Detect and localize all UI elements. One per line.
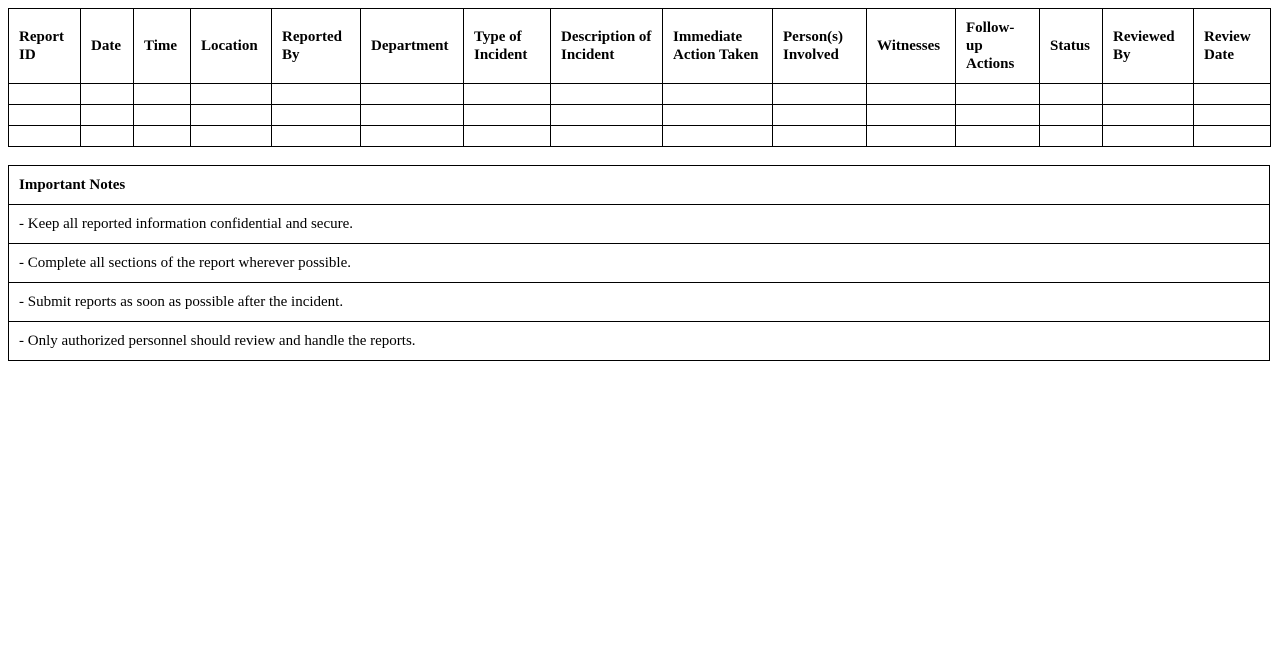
table-cell[interactable]	[867, 105, 956, 126]
table-cell[interactable]	[9, 84, 81, 105]
notes-title-row	[9, 166, 1270, 205]
table-row	[9, 126, 1271, 147]
note-item: - Complete all sections of the report wherever possible.	[9, 244, 1270, 283]
table-cell[interactable]	[272, 126, 361, 147]
table-cell[interactable]	[361, 126, 464, 147]
table-cell[interactable]	[134, 84, 191, 105]
table-cell[interactable]	[134, 126, 191, 147]
table-cell[interactable]	[1103, 126, 1194, 147]
column-header-reported-by: Reported By	[272, 9, 361, 84]
table-cell[interactable]	[1194, 126, 1271, 147]
table-cell[interactable]	[773, 84, 867, 105]
table-cell[interactable]	[663, 84, 773, 105]
notes-title: Important Notes	[9, 166, 1270, 205]
column-header-department: Department	[361, 9, 464, 84]
column-header-follow-up-actions: Follow-up Actions	[956, 9, 1040, 84]
table-cell[interactable]	[81, 105, 134, 126]
note-row	[9, 205, 1270, 244]
table-cell[interactable]	[1040, 84, 1103, 105]
table-cell[interactable]	[191, 105, 272, 126]
table-cell[interactable]	[361, 105, 464, 126]
table-row	[9, 105, 1271, 126]
table-row	[9, 84, 1271, 105]
column-header-review-date: Review Date	[1194, 9, 1271, 84]
table-cell[interactable]	[81, 126, 134, 147]
table-cell[interactable]	[134, 105, 191, 126]
note-item: - Submit reports as soon as possible after the incident.	[9, 283, 1270, 322]
table-cell[interactable]	[191, 84, 272, 105]
table-cell[interactable]	[1194, 105, 1271, 126]
note-item: - Only authorized personnel should review and handle the reports.	[9, 322, 1270, 361]
incident-report-table	[8, 8, 1271, 147]
table-cell[interactable]	[9, 105, 81, 126]
column-header-description-of-incident: Description of Incident	[551, 9, 663, 84]
table-cell[interactable]	[272, 84, 361, 105]
table-body	[9, 84, 1271, 147]
table-cell[interactable]	[464, 105, 551, 126]
note-item: - Keep all reported information confidential and secure.	[9, 205, 1270, 244]
table-cell[interactable]	[956, 126, 1040, 147]
table-cell[interactable]	[1040, 105, 1103, 126]
table-cell[interactable]	[773, 105, 867, 126]
table-cell[interactable]	[272, 105, 361, 126]
table-cell[interactable]	[867, 126, 956, 147]
table-cell[interactable]	[464, 126, 551, 147]
table-header-row	[9, 9, 1271, 84]
table-cell[interactable]	[551, 105, 663, 126]
table-cell[interactable]	[663, 105, 773, 126]
column-header-witnesses: Witnesses	[867, 9, 956, 84]
note-row	[9, 322, 1270, 361]
column-header-status: Status	[1040, 9, 1103, 84]
note-row	[9, 283, 1270, 322]
column-header-date: Date	[81, 9, 134, 84]
page-content	[8, 8, 1270, 361]
table-cell[interactable]	[956, 105, 1040, 126]
column-header-reviewed-by: Reviewed By	[1103, 9, 1194, 84]
table-cell[interactable]	[551, 84, 663, 105]
table-cell[interactable]	[551, 126, 663, 147]
column-header-immediate-action-taken: Immediate Action Taken	[663, 9, 773, 84]
column-header-report-id: Report ID	[9, 9, 81, 84]
table-cell[interactable]	[464, 84, 551, 105]
table-cell[interactable]	[1103, 105, 1194, 126]
table-cell[interactable]	[1194, 84, 1271, 105]
table-cell[interactable]	[9, 126, 81, 147]
note-row	[9, 244, 1270, 283]
column-header-location: Location	[191, 9, 272, 84]
column-header-persons-involved: Person(s) Involved	[773, 9, 867, 84]
table-cell[interactable]	[361, 84, 464, 105]
table-cell[interactable]	[1103, 84, 1194, 105]
table-cell[interactable]	[1040, 126, 1103, 147]
table-cell[interactable]	[867, 84, 956, 105]
table-cell[interactable]	[956, 84, 1040, 105]
important-notes-table	[8, 165, 1270, 361]
table-cell[interactable]	[191, 126, 272, 147]
table-cell[interactable]	[663, 126, 773, 147]
column-header-time: Time	[134, 9, 191, 84]
table-cell[interactable]	[773, 126, 867, 147]
table-cell[interactable]	[81, 84, 134, 105]
column-header-type-of-incident: Type of Incident	[464, 9, 551, 84]
